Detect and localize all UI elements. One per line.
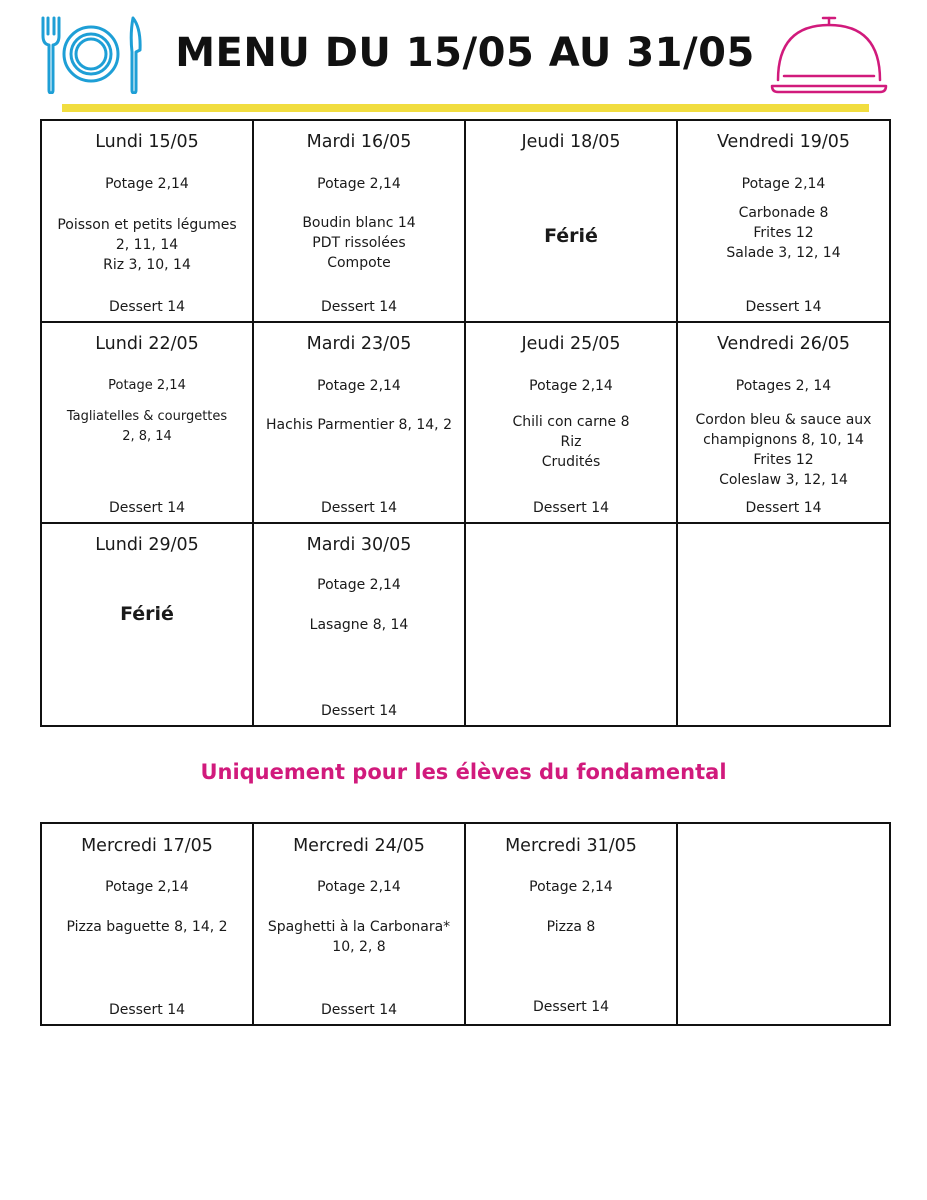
soup-item: Potage 2,14 bbox=[317, 176, 401, 192]
dessert-item: Dessert 14 bbox=[320, 500, 398, 516]
main-dish bbox=[46, 917, 248, 937]
menu-grid bbox=[40, 119, 891, 727]
menu-cell bbox=[678, 121, 889, 323]
dish-line: Frites 12 bbox=[753, 225, 814, 241]
menu-cell bbox=[466, 121, 678, 323]
dish-line: Compote bbox=[327, 255, 391, 271]
day-label: Mercredi 24/05 bbox=[293, 836, 425, 856]
dessert-item: Dessert 14 bbox=[745, 500, 822, 516]
dish-line: Pizza baguette 8, 14, 2 bbox=[66, 919, 228, 935]
dessert-item: Dessert 14 bbox=[532, 500, 610, 516]
menu-cell bbox=[42, 824, 254, 1024]
soup-item: Potage 2,14 bbox=[529, 879, 613, 895]
day-label: Vendredi 26/05 bbox=[716, 334, 851, 354]
day-label: Mardi 23/05 bbox=[306, 334, 412, 354]
soup-item: Potage 2,14 bbox=[529, 378, 613, 394]
menu-cell bbox=[254, 524, 466, 725]
dish-line: Chili con carne 8 bbox=[512, 414, 630, 430]
day-label: Lundi 22/05 bbox=[95, 334, 199, 354]
menu-cell bbox=[42, 121, 254, 323]
dish-line: Poisson et petits légumes bbox=[57, 217, 237, 233]
dish-line: Cordon bleu & sauce aux bbox=[695, 412, 872, 428]
soup-item: Potage 2,14 bbox=[317, 879, 401, 895]
fondamental-grid bbox=[40, 822, 891, 1026]
cloche-icon bbox=[768, 14, 890, 100]
header-divider bbox=[62, 104, 869, 112]
holiday-label: Férié bbox=[120, 603, 174, 625]
dessert-item: Dessert 14 bbox=[320, 1002, 398, 1018]
soup-item: Potage 2,14 bbox=[741, 176, 826, 192]
main-dish bbox=[258, 415, 460, 435]
soup-item: Potage 2,14 bbox=[105, 879, 189, 895]
day-label: Mardi 30/05 bbox=[306, 535, 412, 555]
main-dish bbox=[470, 412, 672, 472]
main-dish bbox=[682, 203, 885, 263]
dish-line: Tagliatelles & courgettes bbox=[66, 409, 228, 424]
plate-cutlery-icon bbox=[38, 14, 146, 98]
day-label: Mardi 16/05 bbox=[306, 132, 412, 152]
holiday-label: Férié bbox=[544, 225, 598, 247]
day-label: Lundi 15/05 bbox=[95, 132, 199, 152]
dessert-item: Dessert 14 bbox=[108, 1002, 186, 1018]
dish-line: Spaghetti à la Carbonara* bbox=[267, 919, 451, 935]
day-label: Mercredi 31/05 bbox=[505, 836, 637, 856]
dish-line: Coleslaw 3, 12, 14 bbox=[719, 472, 848, 488]
dish-line: Hachis Parmentier 8, 14, 2 bbox=[266, 417, 452, 433]
soup-item: Potage 2,14 bbox=[317, 577, 401, 593]
day-label: Mercredi 17/05 bbox=[81, 836, 213, 856]
menu-cell bbox=[254, 121, 466, 323]
main-dish bbox=[682, 410, 885, 490]
empty-cell bbox=[678, 524, 889, 725]
dish-line: Crudités bbox=[541, 454, 601, 470]
dish-line: Boudin blanc 14 bbox=[302, 215, 416, 231]
dessert-item: Dessert 14 bbox=[320, 703, 398, 719]
main-dish bbox=[258, 213, 460, 273]
dish-line: Lasagne 8, 14 bbox=[309, 617, 409, 633]
dish-line: PDT rissolées bbox=[312, 235, 406, 251]
dish-line: 10, 2, 8 bbox=[332, 939, 386, 955]
menu-cell bbox=[678, 323, 889, 524]
dish-line: 2, 8, 14 bbox=[122, 429, 172, 444]
main-dish bbox=[470, 917, 672, 937]
main-dish bbox=[258, 917, 460, 957]
main-dish bbox=[46, 215, 248, 275]
menu-cell bbox=[254, 824, 466, 1024]
dessert-item: Dessert 14 bbox=[532, 999, 610, 1015]
dessert-item: Dessert 14 bbox=[108, 500, 186, 516]
day-label: Vendredi 19/05 bbox=[716, 132, 851, 152]
soup-item: Potage 2,14 bbox=[317, 378, 401, 394]
menu-cell bbox=[42, 524, 254, 725]
dish-line: Carbonade 8 bbox=[738, 205, 829, 221]
dish-line: Pizza 8 bbox=[546, 919, 596, 935]
dessert-item: Dessert 14 bbox=[108, 299, 186, 315]
dish-line: Riz 3, 10, 14 bbox=[103, 257, 191, 273]
day-label: Jeudi 25/05 bbox=[521, 334, 621, 354]
dessert-item: Dessert 14 bbox=[745, 299, 822, 315]
dish-line: Riz bbox=[560, 434, 582, 450]
menu-cell bbox=[254, 323, 466, 524]
dish-line: 2, 11, 14 bbox=[115, 237, 179, 253]
dish-line: Salade 3, 12, 14 bbox=[726, 245, 841, 261]
fondamental-heading: Uniquement pour les élèves du fondamental bbox=[200, 760, 727, 784]
main-dish bbox=[46, 407, 248, 447]
dish-line: champignons 8, 10, 14 bbox=[703, 432, 864, 448]
day-label: Lundi 29/05 bbox=[95, 535, 199, 555]
dish-line: Frites 12 bbox=[753, 452, 814, 468]
menu-cell bbox=[42, 323, 254, 524]
dessert-item: Dessert 14 bbox=[320, 299, 398, 315]
empty-cell bbox=[466, 524, 678, 725]
soup-item: Potage 2,14 bbox=[108, 378, 186, 393]
menu-cell bbox=[466, 824, 678, 1024]
soup-item: Potage 2,14 bbox=[105, 176, 189, 192]
soup-item: Potages 2, 14 bbox=[735, 378, 832, 394]
menu-cell bbox=[466, 323, 678, 524]
empty-cell bbox=[678, 824, 889, 1024]
day-label: Jeudi 18/05 bbox=[521, 132, 621, 152]
page-title: MENU DU 15/05 AU 31/05 bbox=[175, 30, 755, 76]
main-dish bbox=[258, 615, 460, 635]
